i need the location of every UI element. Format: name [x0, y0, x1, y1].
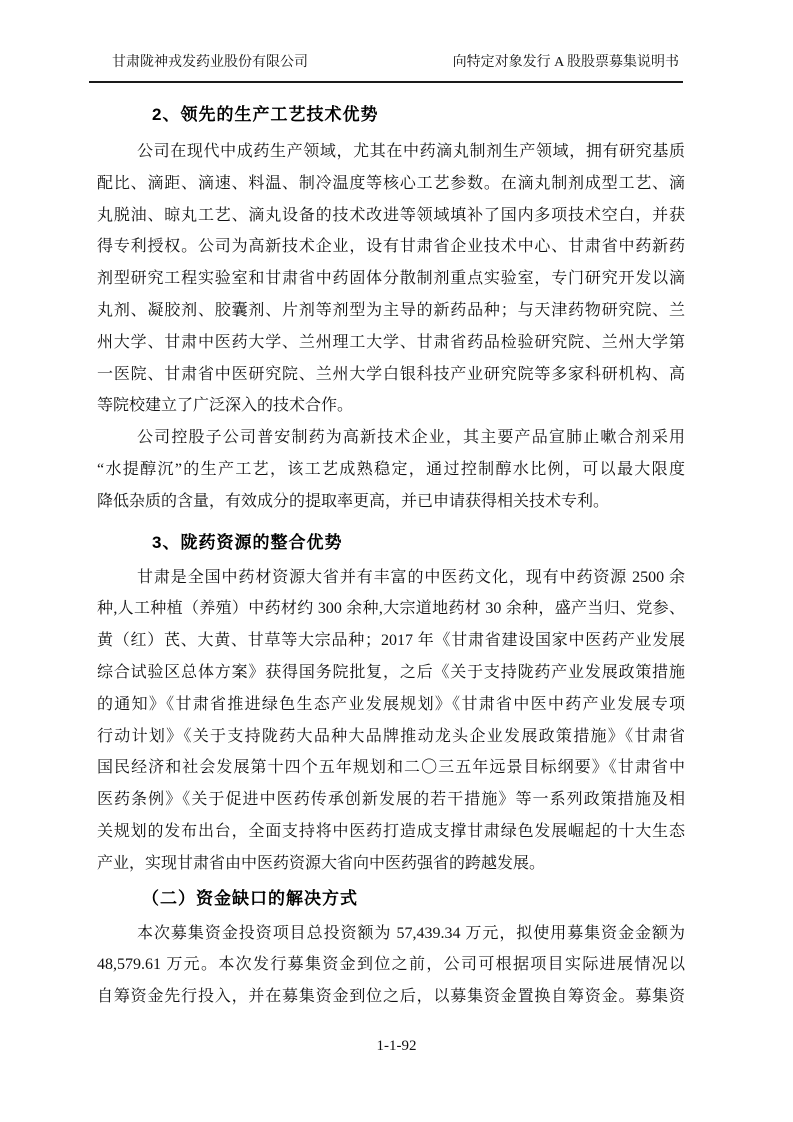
text-line: 一医院、甘肃省中医研究院、兰州大学白银科技产业研究院等多家科研机构、高 [97, 365, 685, 383]
text-line: 自筹资金先行投入，并在募集资金到位之后，以募集资金置换自筹资金。募集资 [97, 988, 685, 1006]
text-line: 剂型研究工程实验室和甘肃省中药固体分散制剂重点实验室，专门研究开发以滴 [97, 270, 685, 288]
paragraph [97, 136, 685, 422]
document-content [97, 84, 685, 1013]
text-line: 国民经济和社会发展第十四个五年规划和二〇三五年远景目标纲要》《甘肃省中 [97, 759, 685, 777]
header-company-name: 甘肃陇神戎发药业股份有限公司 [112, 55, 308, 70]
page-number: 1-1-92 [376, 1038, 417, 1054]
text-line: 丸脱油、晾丸工艺、滴丸设备的技术改进等领域填补了国内多项技术空白，并获 [97, 206, 685, 224]
page-footer [0, 1036, 793, 1056]
paragraph [97, 918, 685, 1013]
text-line: 甘肃是全国中药材资源大省并有丰富的中医药文化，现有中药资源 2500 余 [137, 568, 685, 586]
text-line: 的通知》《甘肃省推进绿色生态产业发展规划》《甘肃省中医中药产业发展专项 [97, 695, 685, 713]
text-line: 产业，实现甘肃省由中医药资源大省向中医药强省的跨越发展。 [97, 854, 546, 872]
section-heading: 2、领先的生产工艺技术优势 [152, 105, 379, 124]
page-header [89, 54, 683, 83]
text-line: 降低杂质的含量，有效成分的提取率更高，并已申请获得相关技术专利。 [97, 492, 610, 510]
text-line: 综合试验区总体方案》获得国务院批复，之后《关于支持陇药产业发展政策措施 [97, 663, 685, 681]
paragraph [97, 562, 685, 880]
header-document-title: 向特定对象发行 A 股股票募集说明书 [452, 55, 679, 70]
section-heading: （二）资金缺口的解决方式 [142, 888, 358, 908]
text-line: 丸剂、凝胶剂、胶囊剂、片剂等剂型为主导的新药品种；与天津药物研究院、兰 [97, 301, 685, 319]
text-line: 等院校建立了广泛深入的技术合作。 [97, 397, 354, 415]
text-line: 本次募集资金投资项目总投资额为 57,439.34 万元，拟使用募集资金金额为 [137, 924, 685, 942]
section-heading: 3、陇药资源的整合优势 [152, 532, 343, 552]
text-line: 配比、滴距、滴速、料温、制冷温度等核心工艺参数。在滴丸制剂成型工艺、滴 [97, 174, 685, 192]
text-line: 行动计划》《关于支持陇药大品种大品牌推动龙头企业发展政策措施》《甘肃省 [97, 727, 685, 745]
paragraph [97, 422, 685, 517]
text-line: 州大学、甘肃中医药大学、兰州理工大学、甘肃省药品检验研究院、兰州大学第 [97, 333, 685, 351]
text-line: 黄（红）芪、大黄、甘草等大宗品种；2017 年《甘肃省建设国家中医药产业发展 [97, 632, 685, 650]
text-line: 种,人工种植（养殖）中药材约 300 余种,大宗道地药材 30 余种，盛产当归、党参、 [97, 600, 685, 618]
text-line: 公司在现代中成药生产领域，尤其在中药滴丸制剂生产领域，拥有研究基质 [137, 143, 685, 160]
text-line: 关规划的发布出台，全面支持将中医药打造成支撑甘肃绿色发展崛起的十大生态 [97, 822, 685, 840]
text-line: “水提醇沉”的生产工艺，该工艺成熟稳定，通过控制醇水比例，可以最大限度 [97, 460, 685, 478]
text-line: 得专利授权。公司为高新技术企业，设有甘肃省企业技术中心、甘肃省中药新药 [97, 238, 685, 256]
text-line: 医药条例》《关于促进中医药传承创新发展的若干措施》等一系列政策措施及相 [97, 791, 685, 809]
text-line: 48,579.61 万元。本次发行募集资金到位之前，公司可根据项目实际进展情况以 [97, 956, 685, 974]
text-line: 公司控股子公司普安制药为高新技术企业，其主要产品宣肺止嗽合剂采用 [137, 429, 685, 447]
